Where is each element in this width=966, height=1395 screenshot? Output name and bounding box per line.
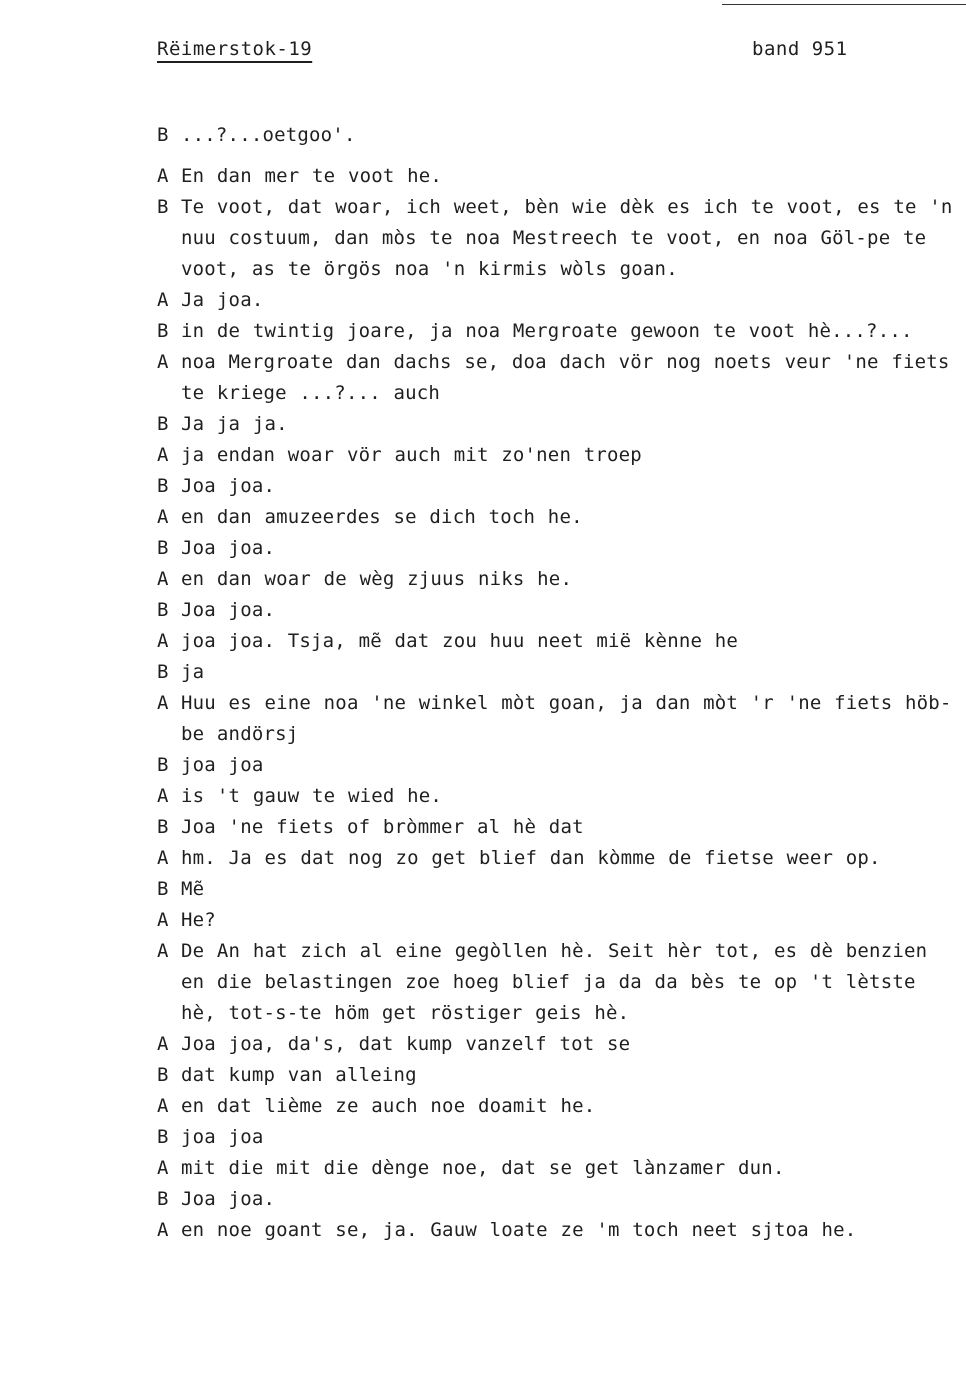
utterance-text: Joa joa. [181, 1188, 276, 1210]
transcript-line [157, 440, 962, 471]
transcript-line [157, 285, 962, 316]
speaker-label: A [157, 1219, 169, 1241]
utterance-text: en noe goant se, ja. Gauw loate ze 'm toch neet sjtoa he. [181, 1219, 857, 1241]
transcript-line [157, 316, 962, 347]
utterance-text: Joa joa. [181, 475, 276, 497]
transcript-line [157, 1091, 962, 1122]
speaker-label: A [157, 165, 169, 187]
utterance-text: mit die mit die dènge noe, dat se get lànzamer dun. [181, 1157, 785, 1179]
speaker-label: A [157, 692, 169, 714]
speaker-label: B [157, 816, 169, 838]
speaker-label: A [157, 847, 169, 869]
speaker-label: A [157, 506, 169, 528]
speaker-label: A [157, 1033, 169, 1055]
utterance-text: Te voot, dat woar, ich weet, bèn wie dèk es ich te voot, es te 'n nuu costuum, dan mòs te noa Mestreech te voot, en noa Göl-pe te voot, as te örgös noa 'n kirmis wòls goan. [181, 196, 953, 280]
utterance-text: Joa joa. [181, 537, 276, 559]
utterance-text: De An hat zich al eine gegòllen hè. Seit hèr tot, es dè benzien en die belastingen zoe hoeg blief ja da da bès te op 't lètste hè, tot-s-te höm get röstiger geis hè. [181, 940, 928, 1024]
utterance-text: en dan woar de wèg zjuus niks he. [181, 568, 573, 590]
transcript-line [157, 409, 962, 440]
utterance-text: Joa joa, da's, dat kump vanzelf tot se [181, 1033, 631, 1055]
band-label: band 951 [752, 38, 848, 60]
speaker-label: A [157, 444, 169, 466]
transcript-line [157, 161, 962, 192]
speaker-label: B [157, 413, 169, 435]
utterance-text: joa joa. Tsja, mẽ dat zou huu neet mië kènne he [181, 630, 739, 652]
utterance-text: joa joa [181, 1126, 264, 1148]
utterance-text: Ja ja ja. [181, 413, 288, 435]
utterance-text: joa joa [181, 754, 264, 776]
transcript-line [157, 843, 962, 874]
transcript-line [157, 688, 962, 750]
speaker-label: B [157, 1188, 169, 1210]
transcript-line [157, 1215, 962, 1246]
transcript-line [157, 657, 962, 688]
speaker-label: B [157, 475, 169, 497]
transcript-line [157, 1060, 962, 1091]
utterance-text: Huu es eine noa 'ne winkel mòt goan, ja dan mòt 'r 'ne fiets höb-be andörsj [181, 692, 952, 745]
transcript-line [157, 1184, 962, 1215]
speaker-label: A [157, 940, 169, 962]
speaker-label: B [157, 661, 169, 683]
transcript-line [157, 812, 962, 843]
utterance-text: ja endan woar vör auch mit zo'nen troep [181, 444, 642, 466]
speaker-label: A [157, 1157, 169, 1179]
transcript-line [157, 750, 962, 781]
speaker-label: A [157, 351, 169, 373]
utterance-text: hm. Ja es dat nog zo get blief dan kòmme de fietse weer op. [181, 847, 881, 869]
utterance-text: en dat lième ze auch noe doamit he. [181, 1095, 596, 1117]
speaker-label: B [157, 124, 169, 146]
speaker-label: B [157, 537, 169, 559]
document-title-text: Rëimerstok-19 [157, 38, 313, 60]
transcript-line [157, 192, 962, 285]
transcript-line [157, 564, 962, 595]
utterance-text: ...?...oetgoo'. [181, 124, 356, 146]
speaker-label: A [157, 909, 169, 931]
transcript-line [157, 781, 962, 812]
utterance-text: is 't gauw te wied he. [181, 785, 443, 807]
transcript-line [157, 595, 962, 626]
transcript-line [157, 471, 962, 502]
utterance-text: En dan mer te voot he. [181, 165, 443, 187]
speaker-label: A [157, 568, 169, 590]
transcript-line [157, 936, 962, 1029]
transcript-line [157, 1153, 962, 1184]
utterance-text: in de twintig joare, ja noa Mergroate gewoon te voot hè...?... [181, 320, 913, 342]
transcript-line [157, 347, 962, 409]
transcript-line [157, 1029, 962, 1060]
speaker-label: B [157, 1126, 169, 1148]
utterance-text: Joa joa. [181, 599, 276, 621]
utterance-text: noa Mergroate dan dachs se, doa dach vör nog noets veur 'ne fiets te kriege ...?... auch [181, 351, 950, 404]
speaker-label: A [157, 1095, 169, 1117]
transcript-line [157, 120, 962, 151]
transcript-line [157, 502, 962, 533]
speaker-label: B [157, 320, 169, 342]
transcript-line [157, 626, 962, 657]
speaker-label: A [157, 289, 169, 311]
utterance-text: He? [181, 909, 216, 931]
top-rule [722, 4, 966, 5]
utterance-text: Mẽ [181, 878, 205, 900]
utterance-text: dat kump van alleing [181, 1064, 417, 1086]
speaker-label: B [157, 196, 169, 218]
utterance-text: en dan amuzeerdes se dich toch he. [181, 506, 583, 528]
speaker-label: A [157, 785, 169, 807]
transcript-line [157, 533, 962, 564]
transcript-line [157, 874, 962, 905]
speaker-label: B [157, 599, 169, 621]
speaker-label: B [157, 878, 169, 900]
speaker-label: B [157, 1064, 169, 1086]
utterance-text: Joa 'ne fiets of bròmmer al hè dat [181, 816, 584, 838]
transcript [157, 120, 962, 1246]
speaker-label: A [157, 630, 169, 652]
utterance-text: ja [181, 661, 205, 683]
document-title [157, 38, 312, 60]
speaker-label: B [157, 754, 169, 776]
utterance-text: Ja joa. [181, 289, 264, 311]
transcript-line [157, 905, 962, 936]
transcript-line [157, 1122, 962, 1153]
